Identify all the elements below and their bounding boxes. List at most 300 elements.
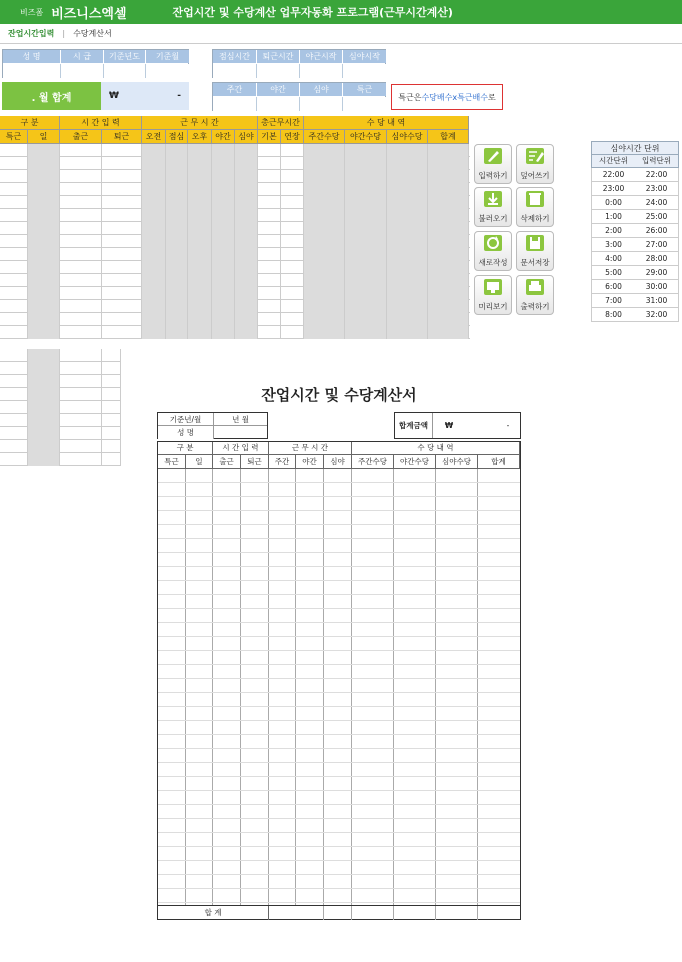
grid-cell[interactable]	[60, 453, 102, 466]
name-input[interactable]	[3, 64, 61, 78]
grid-cell[interactable]	[304, 222, 345, 235]
grid-cell[interactable]	[28, 183, 60, 196]
grid-cell[interactable]	[60, 261, 102, 274]
grid-cell[interactable]	[0, 222, 28, 235]
grid-cell[interactable]	[0, 196, 28, 209]
grid-cell[interactable]	[345, 261, 387, 274]
grid-cell[interactable]	[345, 235, 387, 248]
load-button[interactable]	[474, 187, 512, 227]
grid-cell[interactable]	[304, 274, 345, 287]
grid-cell[interactable]	[212, 222, 235, 235]
grid-cell[interactable]	[258, 157, 281, 170]
grid-cell[interactable]	[166, 222, 188, 235]
grid-cell[interactable]	[235, 209, 258, 222]
grid-cell[interactable]	[212, 261, 235, 274]
grid-cell[interactable]	[258, 313, 281, 326]
grid-cell[interactable]	[387, 300, 428, 313]
grid-cell[interactable]	[281, 196, 304, 209]
grid-cell[interactable]	[102, 274, 142, 287]
grid-cell[interactable]	[60, 287, 102, 300]
grid-cell[interactable]	[235, 157, 258, 170]
day-rate-input[interactable]	[213, 97, 257, 111]
grid-cell[interactable]	[258, 196, 281, 209]
save-button[interactable]	[516, 231, 554, 271]
grid-cell[interactable]	[60, 222, 102, 235]
grid-cell[interactable]	[281, 209, 304, 222]
grid-cell[interactable]	[345, 274, 387, 287]
grid-cell[interactable]	[345, 144, 387, 157]
grid-row	[0, 375, 121, 388]
tab-allowance-sheet[interactable]: 수당계산서	[73, 29, 112, 38]
grid-cell[interactable]	[235, 261, 258, 274]
grid-cell[interactable]	[345, 248, 387, 261]
grid-cell[interactable]	[28, 427, 60, 440]
grid-cell[interactable]	[28, 326, 60, 339]
grid-cell[interactable]	[387, 209, 428, 222]
grid-cell[interactable]	[235, 144, 258, 157]
grid-cell[interactable]	[212, 183, 235, 196]
grid-cell[interactable]	[345, 300, 387, 313]
grid-cell[interactable]	[428, 196, 469, 209]
grid-cell[interactable]	[428, 222, 469, 235]
grid-cell[interactable]	[142, 313, 166, 326]
grid-cell[interactable]	[166, 157, 188, 170]
grid-cell[interactable]	[0, 287, 28, 300]
grid-cell[interactable]	[304, 209, 345, 222]
grid-cell[interactable]	[0, 453, 28, 466]
grid-cell[interactable]	[387, 261, 428, 274]
grid-cell[interactable]	[166, 209, 188, 222]
grid-cell[interactable]	[60, 144, 102, 157]
grid-cell[interactable]	[0, 209, 28, 222]
night-rate-input[interactable]	[257, 97, 300, 111]
grid-cell[interactable]	[60, 313, 102, 326]
grid-cell[interactable]	[142, 261, 166, 274]
grid-cell[interactable]	[0, 326, 28, 339]
grid-cell[interactable]	[28, 287, 60, 300]
grid-cell[interactable]	[304, 183, 345, 196]
grid-cell[interactable]	[166, 274, 188, 287]
grid-cell[interactable]	[166, 248, 188, 261]
grid-cell[interactable]	[345, 313, 387, 326]
grid-cell[interactable]	[60, 326, 102, 339]
grid-cell[interactable]	[304, 300, 345, 313]
grid-cell[interactable]	[258, 248, 281, 261]
grid-cell[interactable]	[235, 326, 258, 339]
report-row	[158, 847, 520, 861]
grid-cell[interactable]	[0, 313, 28, 326]
grid-cell[interactable]	[0, 349, 28, 362]
grid-cell[interactable]	[102, 157, 142, 170]
grid-cell[interactable]	[281, 157, 304, 170]
grid-cell[interactable]	[258, 261, 281, 274]
grid-cell[interactable]	[28, 440, 60, 453]
app-title: 잔업시간 및 수당계산 업무자동화 프로그램(근무시간계산)	[172, 6, 453, 19]
grid-cell[interactable]	[0, 235, 28, 248]
grid-cell[interactable]	[387, 157, 428, 170]
grid-cell[interactable]	[258, 326, 281, 339]
overtime-grid	[0, 116, 470, 349]
grid-cell[interactable]	[345, 170, 387, 183]
grid-cell[interactable]	[28, 261, 60, 274]
grid-cell[interactable]	[142, 183, 166, 196]
new-button[interactable]	[474, 231, 512, 271]
grid-cell[interactable]	[304, 326, 345, 339]
grid-cell[interactable]	[102, 183, 142, 196]
grid-cell[interactable]	[387, 183, 428, 196]
grid-cell[interactable]	[345, 222, 387, 235]
grid-cell[interactable]	[28, 388, 60, 401]
grid-cell[interactable]	[142, 326, 166, 339]
grid-cell[interactable]	[304, 170, 345, 183]
grid-cell[interactable]	[212, 196, 235, 209]
grid-cell[interactable]	[387, 313, 428, 326]
grid-cell[interactable]	[387, 170, 428, 183]
grid-cell[interactable]	[60, 401, 102, 414]
grid-cell[interactable]	[281, 170, 304, 183]
night-start-input[interactable]	[300, 64, 343, 78]
grid-cell[interactable]	[258, 144, 281, 157]
grid-cell[interactable]	[102, 300, 142, 313]
grid-cell[interactable]	[60, 196, 102, 209]
grid-cell[interactable]	[258, 235, 281, 248]
monthly-total-value	[101, 82, 189, 110]
grid-cell[interactable]	[345, 287, 387, 300]
grid-cell[interactable]	[102, 196, 142, 209]
grid-cell[interactable]	[28, 248, 60, 261]
grid-cell[interactable]	[142, 209, 166, 222]
grid-cell[interactable]	[304, 261, 345, 274]
month-input[interactable]	[146, 64, 189, 78]
grid-cell[interactable]	[387, 274, 428, 287]
grid-cell[interactable]	[60, 248, 102, 261]
grid-cell[interactable]	[60, 274, 102, 287]
wage-input[interactable]	[61, 64, 104, 78]
grid-cell[interactable]	[28, 170, 60, 183]
grid-col-header: 주간수당	[304, 130, 345, 144]
grid-cell[interactable]	[281, 274, 304, 287]
grid-cell[interactable]	[28, 209, 60, 222]
delete-button[interactable]	[516, 187, 554, 227]
grid-cell[interactable]	[102, 170, 142, 183]
grid-cell[interactable]	[166, 313, 188, 326]
grid-cell[interactable]	[258, 170, 281, 183]
grid-cell[interactable]	[235, 300, 258, 313]
grid-cell[interactable]	[387, 326, 428, 339]
leave-input[interactable]	[257, 64, 300, 78]
grid-cell[interactable]	[281, 326, 304, 339]
grid-cell[interactable]	[212, 300, 235, 313]
grid-cell[interactable]	[0, 300, 28, 313]
late-rate-input[interactable]	[300, 97, 343, 111]
grid-cell[interactable]	[0, 414, 28, 427]
grid-cell[interactable]	[235, 235, 258, 248]
grid-cell[interactable]	[0, 388, 28, 401]
grid-cell[interactable]	[0, 440, 28, 453]
grid-cell[interactable]	[28, 414, 60, 427]
grid-cell[interactable]	[102, 248, 142, 261]
grid-cell[interactable]	[142, 274, 166, 287]
grid-cell[interactable]	[304, 248, 345, 261]
grid-cell[interactable]	[0, 157, 28, 170]
grid-cell[interactable]	[428, 157, 469, 170]
report-column-line	[323, 906, 324, 920]
grid-cell[interactable]	[28, 453, 60, 466]
grid-cell[interactable]	[102, 440, 121, 453]
grid-cell[interactable]	[281, 261, 304, 274]
grid-cell[interactable]	[102, 209, 142, 222]
grid-cell[interactable]	[188, 248, 212, 261]
grid-cell[interactable]	[60, 209, 102, 222]
grid-cell[interactable]	[235, 313, 258, 326]
print-button[interactable]	[516, 275, 554, 315]
grid-cell[interactable]	[428, 300, 469, 313]
grid-cell[interactable]	[28, 196, 60, 209]
grid-cell[interactable]	[188, 157, 212, 170]
year-input[interactable]	[104, 64, 146, 78]
grid-cell[interactable]	[0, 375, 28, 388]
grid-cell[interactable]	[212, 287, 235, 300]
grid-col-header: 합계	[428, 130, 469, 144]
grid-cell[interactable]	[387, 235, 428, 248]
grid-cell[interactable]	[142, 170, 166, 183]
grid-cell[interactable]	[304, 313, 345, 326]
grid-cell[interactable]	[0, 170, 28, 183]
grid-cell[interactable]	[212, 326, 235, 339]
grid-cell[interactable]	[188, 170, 212, 183]
grid-cell[interactable]	[428, 144, 469, 157]
grid-cell[interactable]	[428, 209, 469, 222]
grid-cell[interactable]	[281, 287, 304, 300]
grid-cell[interactable]	[212, 235, 235, 248]
special-rate-input[interactable]	[343, 97, 386, 111]
grid-cell[interactable]	[142, 287, 166, 300]
grid-cell[interactable]	[304, 235, 345, 248]
grid-cell[interactable]	[28, 222, 60, 235]
grid-cell[interactable]	[212, 209, 235, 222]
grid-cell[interactable]	[304, 157, 345, 170]
grid-cell[interactable]	[428, 274, 469, 287]
grid-cell[interactable]	[102, 144, 142, 157]
grid-cell[interactable]	[212, 313, 235, 326]
grid-cell[interactable]	[60, 157, 102, 170]
input-button[interactable]	[474, 144, 512, 184]
grid-cell[interactable]	[0, 427, 28, 440]
grid-cell[interactable]	[102, 453, 121, 466]
grid-cell[interactable]	[188, 196, 212, 209]
grid-cell[interactable]	[102, 326, 142, 339]
grid-cell[interactable]	[142, 300, 166, 313]
grid-cell[interactable]	[258, 300, 281, 313]
grid-cell[interactable]	[188, 235, 212, 248]
grid-cell[interactable]	[102, 427, 121, 440]
grid-cell[interactable]	[0, 144, 28, 157]
grid-cell[interactable]	[235, 196, 258, 209]
grid-cell[interactable]	[387, 248, 428, 261]
grid-cell[interactable]	[188, 183, 212, 196]
grid-cell[interactable]	[102, 375, 121, 388]
grid-cell[interactable]	[28, 235, 60, 248]
preview-button[interactable]	[474, 275, 512, 315]
grid-cell[interactable]	[258, 274, 281, 287]
grid-cell[interactable]	[142, 144, 166, 157]
late-rate-header: 심야	[300, 83, 343, 96]
grid-cell[interactable]	[166, 183, 188, 196]
grid-cell[interactable]	[102, 222, 142, 235]
grid-cell[interactable]	[28, 300, 60, 313]
grid-cell[interactable]	[102, 235, 142, 248]
grid-cell[interactable]	[258, 209, 281, 222]
grid-cell[interactable]	[0, 362, 28, 375]
grid-cell[interactable]	[166, 235, 188, 248]
grid-cell[interactable]	[428, 326, 469, 339]
grid-cell[interactable]	[281, 144, 304, 157]
grid-cell[interactable]	[60, 388, 102, 401]
grid-cell[interactable]	[281, 313, 304, 326]
grid-cell[interactable]	[387, 144, 428, 157]
grid-cell[interactable]	[428, 261, 469, 274]
overwrite-button[interactable]	[516, 144, 554, 184]
grid-cell[interactable]	[166, 196, 188, 209]
grid-cell[interactable]	[60, 427, 102, 440]
grid-cell[interactable]	[281, 222, 304, 235]
grid-cell[interactable]	[166, 287, 188, 300]
grid-cell[interactable]	[60, 349, 102, 362]
grid-cell[interactable]	[235, 183, 258, 196]
report-row	[158, 749, 520, 763]
grid-cell[interactable]	[142, 222, 166, 235]
grid-cell[interactable]	[345, 196, 387, 209]
grid-cell[interactable]	[188, 300, 212, 313]
grid-cell[interactable]	[166, 144, 188, 157]
grid-cell[interactable]	[387, 196, 428, 209]
grid-cell[interactable]	[345, 157, 387, 170]
grid-cell[interactable]	[212, 157, 235, 170]
grid-cell[interactable]	[102, 414, 121, 427]
grid-cell[interactable]	[188, 261, 212, 274]
grid-cell[interactable]	[188, 144, 212, 157]
grid-cell[interactable]	[235, 287, 258, 300]
grid-cell[interactable]	[212, 144, 235, 157]
grid-cell[interactable]	[60, 414, 102, 427]
grid-cell[interactable]	[60, 300, 102, 313]
grid-cell[interactable]	[428, 313, 469, 326]
grid-cell[interactable]	[0, 248, 28, 261]
grid-cell[interactable]	[258, 287, 281, 300]
grid-cell[interactable]	[281, 235, 304, 248]
grid-cell[interactable]	[428, 287, 469, 300]
grid-cell[interactable]	[188, 209, 212, 222]
grid-cell[interactable]	[166, 261, 188, 274]
grid-cell[interactable]	[428, 235, 469, 248]
grid-cell[interactable]	[235, 274, 258, 287]
grid-cell[interactable]	[28, 274, 60, 287]
grid-cell[interactable]	[102, 349, 121, 362]
grid-cell[interactable]	[142, 248, 166, 261]
grid-cell[interactable]	[212, 274, 235, 287]
grid-cell[interactable]	[166, 326, 188, 339]
grid-cell[interactable]	[281, 248, 304, 261]
grid-cell[interactable]	[102, 313, 142, 326]
grid-cell[interactable]	[28, 157, 60, 170]
grid-cell[interactable]	[60, 170, 102, 183]
night-row	[591, 182, 679, 196]
report-group-time: 시 간 입 력	[213, 442, 269, 455]
grid-cell[interactable]	[428, 170, 469, 183]
grid-cell[interactable]	[60, 235, 102, 248]
grid-cell[interactable]	[345, 183, 387, 196]
grid-cell[interactable]	[60, 362, 102, 375]
grid-cell[interactable]	[428, 248, 469, 261]
grid-cell[interactable]	[28, 375, 60, 388]
grid-cell[interactable]	[60, 183, 102, 196]
grid-cell[interactable]	[304, 287, 345, 300]
late-start-input[interactable]	[343, 64, 386, 78]
night-row	[591, 210, 679, 224]
grid-cell[interactable]	[166, 170, 188, 183]
grid-cell[interactable]	[60, 375, 102, 388]
tab-overtime-input[interactable]: 잔업시간입력	[8, 29, 55, 38]
grid-cell[interactable]	[188, 222, 212, 235]
report-row	[158, 735, 520, 749]
grid-cell[interactable]	[28, 144, 60, 157]
grid-cell[interactable]	[142, 235, 166, 248]
grid-cell[interactable]	[428, 183, 469, 196]
grid-cell[interactable]	[28, 401, 60, 414]
grid-cell[interactable]	[387, 222, 428, 235]
grid-cell[interactable]	[166, 300, 188, 313]
grid-cell[interactable]	[0, 183, 28, 196]
night-input-unit: 24:00	[645, 198, 668, 207]
grid-cell[interactable]	[188, 326, 212, 339]
grid-cell[interactable]	[102, 401, 121, 414]
grid-cell[interactable]	[142, 196, 166, 209]
lunch-input[interactable]	[213, 64, 257, 78]
grid-cell[interactable]	[235, 222, 258, 235]
grid-cell[interactable]	[0, 261, 28, 274]
grid-cell[interactable]	[102, 388, 121, 401]
grid-cell[interactable]	[28, 313, 60, 326]
grid-cell[interactable]	[188, 313, 212, 326]
grid-cell[interactable]	[212, 170, 235, 183]
grid-cell[interactable]	[212, 248, 235, 261]
grid-cell[interactable]	[258, 183, 281, 196]
grid-cell[interactable]	[102, 287, 142, 300]
grid-cell[interactable]	[345, 209, 387, 222]
grid-cell[interactable]	[60, 440, 102, 453]
night-start-header: 야근시작	[300, 50, 343, 63]
grid-cell[interactable]	[304, 144, 345, 157]
grid-cell[interactable]	[235, 248, 258, 261]
grid-cell[interactable]	[304, 196, 345, 209]
grid-cell[interactable]	[235, 170, 258, 183]
grid-cell[interactable]	[28, 362, 60, 375]
grid-cell[interactable]	[102, 261, 142, 274]
grid-cell[interactable]	[281, 183, 304, 196]
grid-cell[interactable]	[188, 274, 212, 287]
grid-cell[interactable]	[258, 222, 281, 235]
grid-cell[interactable]	[188, 287, 212, 300]
grid-cell[interactable]	[0, 401, 28, 414]
grid-row	[0, 453, 121, 466]
grid-cell[interactable]	[387, 287, 428, 300]
grid-cell[interactable]	[345, 326, 387, 339]
grid-cell[interactable]	[102, 362, 121, 375]
grid-cell[interactable]	[142, 157, 166, 170]
grid-cell[interactable]	[281, 300, 304, 313]
grid-cell[interactable]	[28, 349, 60, 362]
grid-cell[interactable]	[0, 274, 28, 287]
